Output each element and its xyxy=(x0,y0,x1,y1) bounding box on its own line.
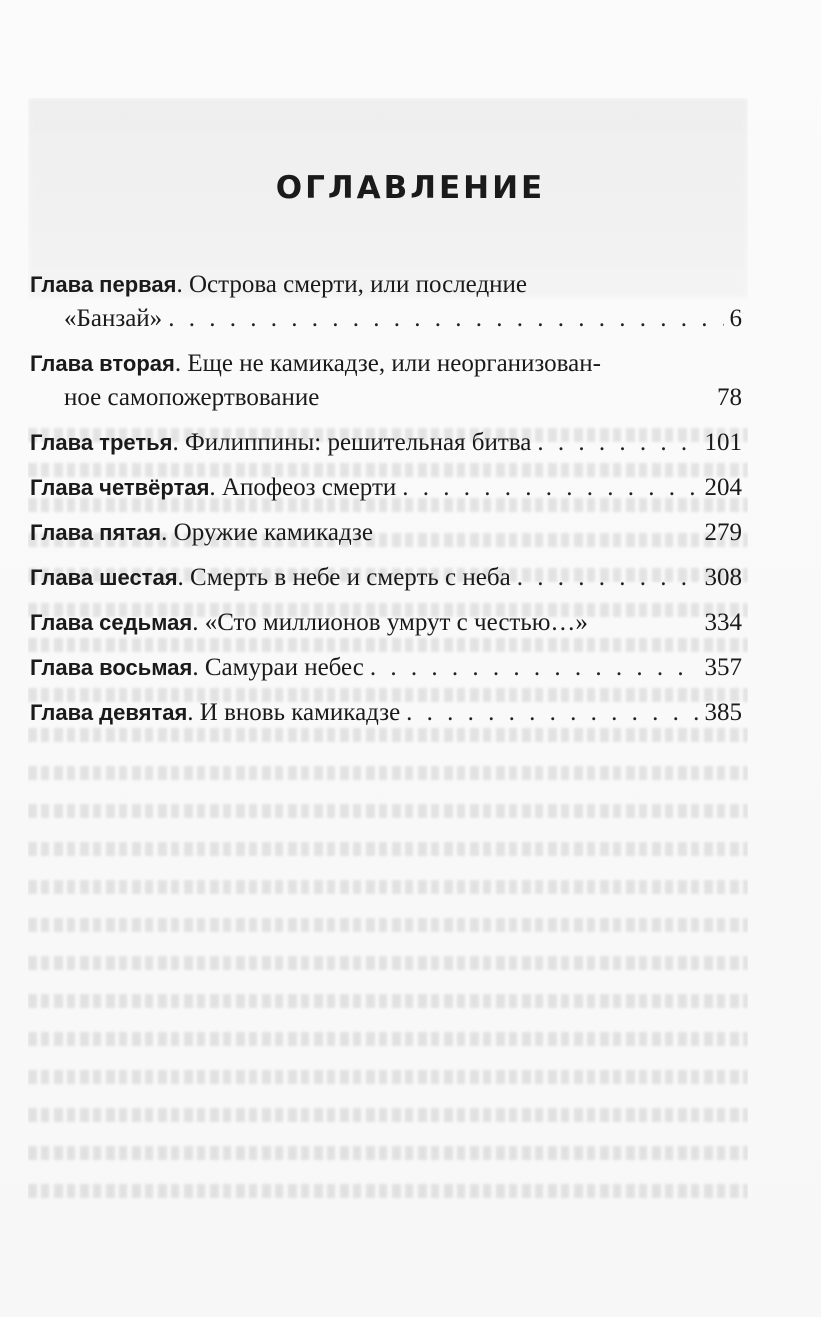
chapter-label: Глава седьмая xyxy=(30,610,193,635)
chapter-title: . Смерть в небе и смерть с неба xyxy=(177,564,511,591)
toc-entry-3[interactable] xyxy=(30,426,742,460)
chapter-title: . Апофеоз смерти xyxy=(209,474,397,501)
page-number: 204 xyxy=(704,474,742,501)
chapter-title-continued: «Банзай» xyxy=(64,305,163,332)
page-number: 308 xyxy=(704,564,742,591)
chapter-label: Глава восьмая xyxy=(30,655,193,680)
page-number: 101 xyxy=(704,429,742,456)
toc-entry-2[interactable] xyxy=(30,347,742,415)
toc-entry-4[interactable] xyxy=(30,471,742,505)
chapter-title: . Филиппины: решительная битва xyxy=(172,429,532,456)
chapter-title: . Еще не камикадзе, или неорганизован- xyxy=(174,350,601,377)
chapter-title: . Острова смерти, или последние xyxy=(176,271,528,298)
chapter-title: . И вновь камикадзе xyxy=(187,699,401,726)
chapter-title: . Самураи небес xyxy=(192,654,364,681)
page-number: 6 xyxy=(729,305,742,332)
chapter-label: Глава шестая xyxy=(30,565,178,590)
page-number: 78 xyxy=(717,384,742,411)
dot-leader xyxy=(370,651,699,685)
dot-leader xyxy=(168,302,723,336)
chapter-label: Глава четвёртая xyxy=(30,475,210,500)
toc-entry-9[interactable] xyxy=(30,696,742,730)
toc-entry-1[interactable] xyxy=(30,268,742,336)
chapter-label: Глава первая xyxy=(30,272,177,297)
chapter-label: Глава третья xyxy=(30,430,173,455)
toc-entry-7[interactable] xyxy=(30,606,742,640)
page-number: 279 xyxy=(704,519,742,546)
chapter-title-continued: ное самопожертвование xyxy=(64,384,320,411)
chapter-title: . Оружие камикадзе xyxy=(161,519,373,546)
chapter-label: Глава пятая xyxy=(30,520,162,545)
toc-entry-5[interactable] xyxy=(30,516,742,550)
dot-leader xyxy=(406,696,698,730)
toc-entry-6[interactable] xyxy=(30,561,742,595)
dot-leader xyxy=(517,561,699,595)
dot-leader xyxy=(402,471,698,505)
chapter-label: Глава вторая xyxy=(30,351,175,376)
page-number: 334 xyxy=(704,609,742,636)
chapter-label: Глава девятая xyxy=(30,700,188,725)
toc-entry-8[interactable] xyxy=(30,651,742,685)
dot-leader xyxy=(537,426,698,460)
chapter-title: . «Сто миллионов умрут с честью…» xyxy=(192,609,588,636)
table-of-contents xyxy=(30,268,742,741)
page-title: ОГЛАВЛЕНИЕ xyxy=(275,170,546,206)
page-number: 357 xyxy=(704,654,742,681)
page-number: 385 xyxy=(704,699,742,726)
